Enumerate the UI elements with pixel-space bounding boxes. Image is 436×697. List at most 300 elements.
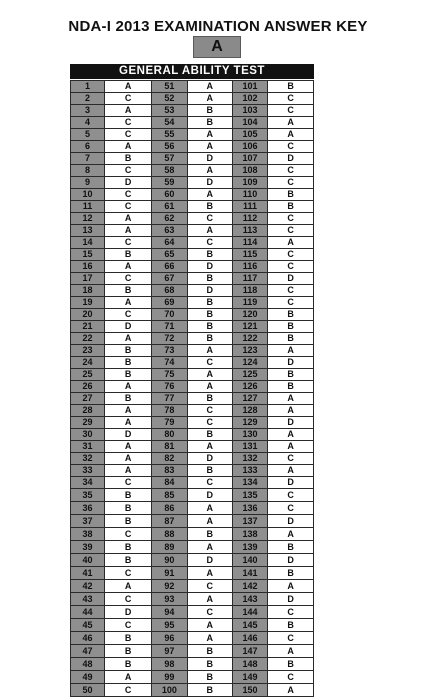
question-number: 85	[152, 489, 187, 502]
question-number: 119	[232, 297, 267, 309]
table-row	[71, 141, 314, 153]
table-row	[71, 465, 314, 477]
set-badge: A	[193, 36, 241, 58]
answer-cell: C	[268, 502, 314, 515]
answer-cell: B	[268, 321, 314, 333]
answer-cell: B	[105, 369, 152, 381]
answer-cell: C	[187, 580, 232, 593]
answer-cell: B	[268, 619, 314, 632]
question-number: 43	[71, 593, 105, 606]
table-row	[71, 369, 314, 381]
answer-cell: B	[187, 528, 232, 541]
question-number: 100	[152, 684, 187, 697]
answer-cell: B	[187, 321, 232, 333]
question-number: 53	[152, 105, 187, 117]
table-row	[71, 225, 314, 237]
table-row	[71, 321, 314, 333]
answer-cell: C	[105, 129, 152, 141]
question-number: 38	[71, 528, 105, 541]
question-number: 88	[152, 528, 187, 541]
question-number: 30	[71, 429, 105, 441]
question-number: 110	[232, 189, 267, 201]
answer-cell: D	[268, 477, 314, 489]
table-row	[71, 593, 314, 606]
question-number: 67	[152, 273, 187, 285]
table-row	[71, 345, 314, 357]
question-number: 105	[232, 129, 267, 141]
question-number: 44	[71, 606, 105, 619]
answer-cell: A	[268, 405, 314, 417]
table-row	[71, 165, 314, 177]
answer-cell: B	[268, 81, 314, 93]
answer-cell: C	[268, 632, 314, 645]
answer-cell: B	[105, 515, 152, 528]
answer-cell: A	[268, 645, 314, 658]
question-number: 68	[152, 285, 187, 297]
question-number: 58	[152, 165, 187, 177]
page-title: NDA-I 2013 EXAMINATION ANSWER KEY	[68, 18, 368, 35]
answer-cell: C	[268, 489, 314, 502]
answer-cell: D	[187, 453, 232, 465]
question-number: 145	[232, 619, 267, 632]
question-number: 127	[232, 393, 267, 405]
table-row	[71, 554, 314, 567]
answer-cell: D	[268, 593, 314, 606]
answer-cell: A	[187, 189, 232, 201]
question-number: 114	[232, 237, 267, 249]
answer-cell: B	[105, 554, 152, 567]
answer-cell: A	[268, 528, 314, 541]
question-number: 19	[71, 297, 105, 309]
table-row	[71, 567, 314, 580]
question-number: 142	[232, 580, 267, 593]
answer-cell: D	[268, 273, 314, 285]
question-number: 33	[71, 465, 105, 477]
question-number: 103	[232, 105, 267, 117]
answer-cell: A	[187, 81, 232, 93]
answer-cell: C	[268, 261, 314, 273]
question-number: 39	[71, 541, 105, 554]
table-row	[71, 671, 314, 684]
answer-cell: C	[105, 165, 152, 177]
question-number: 13	[71, 225, 105, 237]
answer-cell: A	[268, 429, 314, 441]
question-number: 29	[71, 417, 105, 429]
question-number: 84	[152, 477, 187, 489]
question-number: 111	[232, 201, 267, 213]
question-number: 64	[152, 237, 187, 249]
answer-cell: A	[187, 165, 232, 177]
answer-cell: C	[105, 684, 152, 697]
answer-cell: B	[187, 684, 232, 697]
question-number: 37	[71, 515, 105, 528]
answer-cell: C	[187, 405, 232, 417]
answer-cell: B	[105, 658, 152, 671]
question-number: 56	[152, 141, 187, 153]
question-number: 78	[152, 405, 187, 417]
table-row	[71, 213, 314, 225]
answer-cell: C	[105, 237, 152, 249]
answer-cell: C	[187, 213, 232, 225]
answer-cell: B	[187, 297, 232, 309]
question-number: 5	[71, 129, 105, 141]
table-row	[71, 580, 314, 593]
answer-cell: B	[187, 117, 232, 129]
answer-cell: B	[105, 393, 152, 405]
question-number: 6	[71, 141, 105, 153]
question-number: 140	[232, 554, 267, 567]
answer-cell: B	[105, 345, 152, 357]
answer-cell: C	[268, 177, 314, 189]
answer-cell: B	[105, 153, 152, 165]
answer-cell: C	[268, 671, 314, 684]
answer-cell: D	[268, 417, 314, 429]
question-number: 50	[71, 684, 105, 697]
table-row	[71, 632, 314, 645]
answer-cell: C	[105, 201, 152, 213]
table-row	[71, 477, 314, 489]
question-number: 32	[71, 453, 105, 465]
table-row	[71, 201, 314, 213]
question-number: 54	[152, 117, 187, 129]
answer-cell: A	[187, 369, 232, 381]
table-row	[71, 249, 314, 261]
question-number: 90	[152, 554, 187, 567]
table-row	[71, 117, 314, 129]
question-number: 59	[152, 177, 187, 189]
question-number: 12	[71, 213, 105, 225]
table-row	[71, 129, 314, 141]
question-number: 86	[152, 502, 187, 515]
answer-cell: C	[268, 165, 314, 177]
question-number: 81	[152, 441, 187, 453]
question-number: 55	[152, 129, 187, 141]
answer-cell: B	[105, 249, 152, 261]
question-number: 46	[71, 632, 105, 645]
question-number: 70	[152, 309, 187, 321]
question-number: 97	[152, 645, 187, 658]
answer-cell: B	[268, 658, 314, 671]
question-number: 146	[232, 632, 267, 645]
answer-cell: A	[105, 297, 152, 309]
answer-cell: D	[187, 153, 232, 165]
question-number: 7	[71, 153, 105, 165]
answer-cell: B	[105, 489, 152, 502]
table-row	[71, 658, 314, 671]
answer-cell: A	[105, 671, 152, 684]
question-number: 143	[232, 593, 267, 606]
answer-cell: A	[187, 541, 232, 554]
answer-cell: B	[268, 381, 314, 393]
answer-cell: A	[268, 441, 314, 453]
question-number: 36	[71, 502, 105, 515]
question-number: 82	[152, 453, 187, 465]
answer-cell: D	[268, 153, 314, 165]
answer-cell: A	[105, 381, 152, 393]
table-row	[71, 417, 314, 429]
answer-cell: C	[268, 93, 314, 105]
answer-cell: C	[268, 285, 314, 297]
answer-cell: B	[105, 541, 152, 554]
question-number: 42	[71, 580, 105, 593]
answer-cell: A	[187, 632, 232, 645]
question-number: 136	[232, 502, 267, 515]
question-number: 48	[71, 658, 105, 671]
answer-cell: C	[105, 189, 152, 201]
answer-cell: C	[105, 593, 152, 606]
question-number: 89	[152, 541, 187, 554]
question-number: 141	[232, 567, 267, 580]
question-number: 126	[232, 381, 267, 393]
answer-cell: B	[105, 502, 152, 515]
answer-cell: A	[268, 684, 314, 697]
answer-cell: B	[187, 658, 232, 671]
question-number: 150	[232, 684, 267, 697]
answer-cell: C	[187, 237, 232, 249]
answer-cell: A	[105, 417, 152, 429]
question-number: 148	[232, 658, 267, 671]
answer-cell: C	[187, 477, 232, 489]
question-number: 118	[232, 285, 267, 297]
answer-cell: C	[268, 453, 314, 465]
question-number: 132	[232, 453, 267, 465]
question-number: 1	[71, 81, 105, 93]
answer-cell: B	[268, 567, 314, 580]
table-row	[71, 237, 314, 249]
answer-cell: B	[268, 333, 314, 345]
answer-cell: B	[268, 201, 314, 213]
table-row	[71, 405, 314, 417]
answer-cell: A	[105, 261, 152, 273]
question-number: 133	[232, 465, 267, 477]
question-number: 115	[232, 249, 267, 261]
answer-cell: C	[105, 477, 152, 489]
answer-cell: A	[105, 333, 152, 345]
answer-cell: B	[268, 369, 314, 381]
answer-cell: C	[268, 249, 314, 261]
question-number: 25	[71, 369, 105, 381]
question-number: 87	[152, 515, 187, 528]
question-number: 93	[152, 593, 187, 606]
answer-cell: C	[105, 567, 152, 580]
answer-cell: A	[105, 441, 152, 453]
answer-cell: B	[187, 333, 232, 345]
question-number: 139	[232, 541, 267, 554]
answer-cell: D	[187, 285, 232, 297]
question-number: 75	[152, 369, 187, 381]
question-number: 83	[152, 465, 187, 477]
answer-cell: D	[105, 606, 152, 619]
answer-cell: C	[105, 273, 152, 285]
question-number: 96	[152, 632, 187, 645]
question-number: 122	[232, 333, 267, 345]
table-row	[71, 502, 314, 515]
answer-cell: B	[268, 309, 314, 321]
answer-cell: D	[187, 489, 232, 502]
question-number: 121	[232, 321, 267, 333]
table-row	[71, 177, 314, 189]
answer-cell: B	[187, 309, 232, 321]
answer-cell: B	[187, 429, 232, 441]
question-number: 47	[71, 645, 105, 658]
question-number: 129	[232, 417, 267, 429]
question-number: 14	[71, 237, 105, 249]
answer-cell: A	[105, 405, 152, 417]
question-number: 123	[232, 345, 267, 357]
question-number: 130	[232, 429, 267, 441]
table-row	[71, 93, 314, 105]
table-row	[71, 309, 314, 321]
question-number: 52	[152, 93, 187, 105]
section-header: GENERAL ABILITY TEST	[70, 64, 314, 79]
question-number: 91	[152, 567, 187, 580]
answer-cell: C	[268, 297, 314, 309]
question-number: 22	[71, 333, 105, 345]
question-number: 108	[232, 165, 267, 177]
question-number: 102	[232, 93, 267, 105]
answer-cell: A	[105, 225, 152, 237]
answer-cell: D	[187, 261, 232, 273]
question-number: 74	[152, 357, 187, 369]
answer-cell: A	[187, 619, 232, 632]
answer-cell: D	[187, 554, 232, 567]
answer-cell: A	[187, 141, 232, 153]
question-number: 69	[152, 297, 187, 309]
question-number: 61	[152, 201, 187, 213]
question-number: 94	[152, 606, 187, 619]
answer-cell: B	[268, 189, 314, 201]
table-row	[71, 429, 314, 441]
question-number: 109	[232, 177, 267, 189]
question-number: 8	[71, 165, 105, 177]
table-row	[71, 381, 314, 393]
answer-cell: A	[268, 393, 314, 405]
answer-cell: A	[268, 237, 314, 249]
question-number: 101	[232, 81, 267, 93]
table-row	[71, 645, 314, 658]
answer-cell: C	[268, 141, 314, 153]
answer-key-table	[70, 80, 314, 697]
table-row	[71, 357, 314, 369]
question-number: 21	[71, 321, 105, 333]
answer-cell: A	[187, 567, 232, 580]
table-row	[71, 393, 314, 405]
question-number: 2	[71, 93, 105, 105]
question-number: 24	[71, 357, 105, 369]
question-number: 63	[152, 225, 187, 237]
question-number: 113	[232, 225, 267, 237]
answer-cell: C	[268, 105, 314, 117]
question-number: 131	[232, 441, 267, 453]
question-number: 77	[152, 393, 187, 405]
answer-cell: A	[105, 465, 152, 477]
answer-cell: D	[187, 177, 232, 189]
question-number: 147	[232, 645, 267, 658]
question-number: 128	[232, 405, 267, 417]
question-number: 17	[71, 273, 105, 285]
question-number: 134	[232, 477, 267, 489]
question-number: 62	[152, 213, 187, 225]
answer-cell: C	[187, 417, 232, 429]
question-number: 99	[152, 671, 187, 684]
answer-cell: D	[268, 357, 314, 369]
question-number: 65	[152, 249, 187, 261]
question-number: 120	[232, 309, 267, 321]
question-number: 80	[152, 429, 187, 441]
answer-cell: C	[105, 619, 152, 632]
answer-cell: D	[268, 515, 314, 528]
question-number: 79	[152, 417, 187, 429]
answer-cell: B	[187, 671, 232, 684]
answer-cell: D	[268, 554, 314, 567]
answer-cell: D	[105, 177, 152, 189]
question-number: 26	[71, 381, 105, 393]
question-number: 149	[232, 671, 267, 684]
table-row	[71, 606, 314, 619]
answer-cell: B	[187, 105, 232, 117]
answer-cell: A	[187, 515, 232, 528]
question-number: 95	[152, 619, 187, 632]
answer-cell: A	[105, 105, 152, 117]
answer-cell: B	[187, 393, 232, 405]
table-row	[71, 489, 314, 502]
question-number: 98	[152, 658, 187, 671]
question-number: 11	[71, 201, 105, 213]
answer-cell: D	[105, 321, 152, 333]
table-row	[71, 619, 314, 632]
answer-cell: A	[187, 225, 232, 237]
table-row	[71, 684, 314, 697]
question-number: 34	[71, 477, 105, 489]
question-number: 15	[71, 249, 105, 261]
question-number: 138	[232, 528, 267, 541]
answer-cell: A	[187, 93, 232, 105]
answer-cell: C	[105, 93, 152, 105]
answer-cell: A	[105, 81, 152, 93]
question-number: 60	[152, 189, 187, 201]
table-row	[71, 105, 314, 117]
question-number: 144	[232, 606, 267, 619]
question-number: 4	[71, 117, 105, 129]
question-number: 106	[232, 141, 267, 153]
answer-cell: B	[105, 632, 152, 645]
answer-cell: B	[105, 645, 152, 658]
question-number: 125	[232, 369, 267, 381]
question-number: 57	[152, 153, 187, 165]
answer-cell: C	[268, 213, 314, 225]
question-number: 66	[152, 261, 187, 273]
question-number: 92	[152, 580, 187, 593]
question-number: 10	[71, 189, 105, 201]
question-number: 137	[232, 515, 267, 528]
question-number: 35	[71, 489, 105, 502]
answer-cell: B	[187, 645, 232, 658]
question-number: 9	[71, 177, 105, 189]
answer-cell: B	[187, 201, 232, 213]
table-row	[71, 441, 314, 453]
question-number: 73	[152, 345, 187, 357]
question-number: 124	[232, 357, 267, 369]
answer-cell: A	[187, 345, 232, 357]
question-number: 28	[71, 405, 105, 417]
answer-cell: C	[187, 357, 232, 369]
table-row	[71, 273, 314, 285]
answer-cell: B	[105, 285, 152, 297]
answer-cell: A	[268, 345, 314, 357]
question-number: 31	[71, 441, 105, 453]
question-number: 3	[71, 105, 105, 117]
answer-cell: A	[268, 117, 314, 129]
